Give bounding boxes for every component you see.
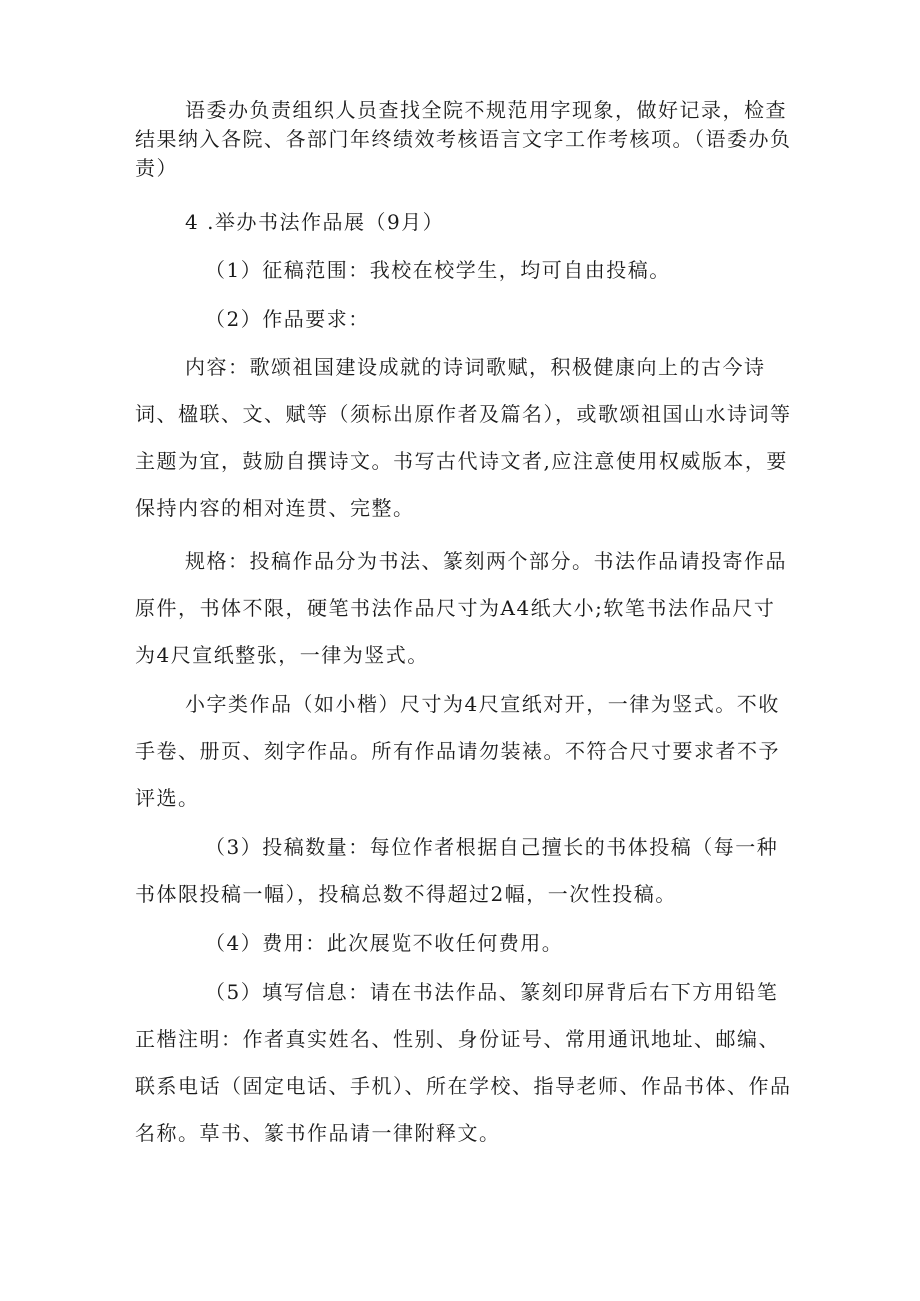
paragraph-small-script: 小字类作品（如小楷）尺寸为4尺宣纸对开，一律为竖式。不收手卷、册页、刻字作品。所有作品请勿装裱。不符合尺寸要求者不予评选。 xyxy=(135,692,780,810)
paragraph-inspection: 语委办负责组织人员查找全院不规范用字现象，做好记录，检查结果纳入各院、各部门年终绩效考核语言文字工作考核项。（语委办负责） xyxy=(135,98,792,180)
paragraph-fill-information: （5）填写信息：请在书法作品、篆刻印屏背后右下方用铅笔正楷注明：作者真实姓名、性别、身份证号、常用通讯地址、邮编、联系电话（固定电话、手机）、所在学校、指导老师、作品书体、作品名称。草书、篆书作品请一律附释文。 xyxy=(135,980,792,1145)
paragraph-specification: 规格：投稿作品分为书法、篆刻两个部分。书法作品请投寄作品原件，书体不限，硬笔书法作品尺寸为A4纸大小;软笔书法作品尺寸为4尺宣纸整张，一律为竖式。 xyxy=(135,549,787,667)
paragraph-submission-quantity: （3）投稿数量：每位作者根据自己擅长的书体投稿（每一种书体限投稿一幅），投稿总数不得超过2幅，一次性投稿。 xyxy=(135,835,779,906)
section-heading-calligraphy-exhibition: 4 .举办书法作品展（9月） xyxy=(185,210,445,234)
paragraph-fees: （4）费用：此次展览不收任何费用。 xyxy=(205,931,564,955)
paragraph-content: 内容：歌颂祖国建设成就的诗词歌赋，积极健康向上的古今诗词、楹联、文、赋等（须标出原作者及篇名），或歌颂祖国山水诗词等主题为宜，鼓励自撰诗文。书写古代诗文者,应注意使用权威版本，要保持内容的相对连贯、完整。 xyxy=(135,355,792,520)
paragraph-work-requirements: （2）作品要求： xyxy=(205,307,370,331)
paragraph-submission-scope: （1）征稿范围：我校在校学生，均可自由投稿。 xyxy=(205,258,671,282)
